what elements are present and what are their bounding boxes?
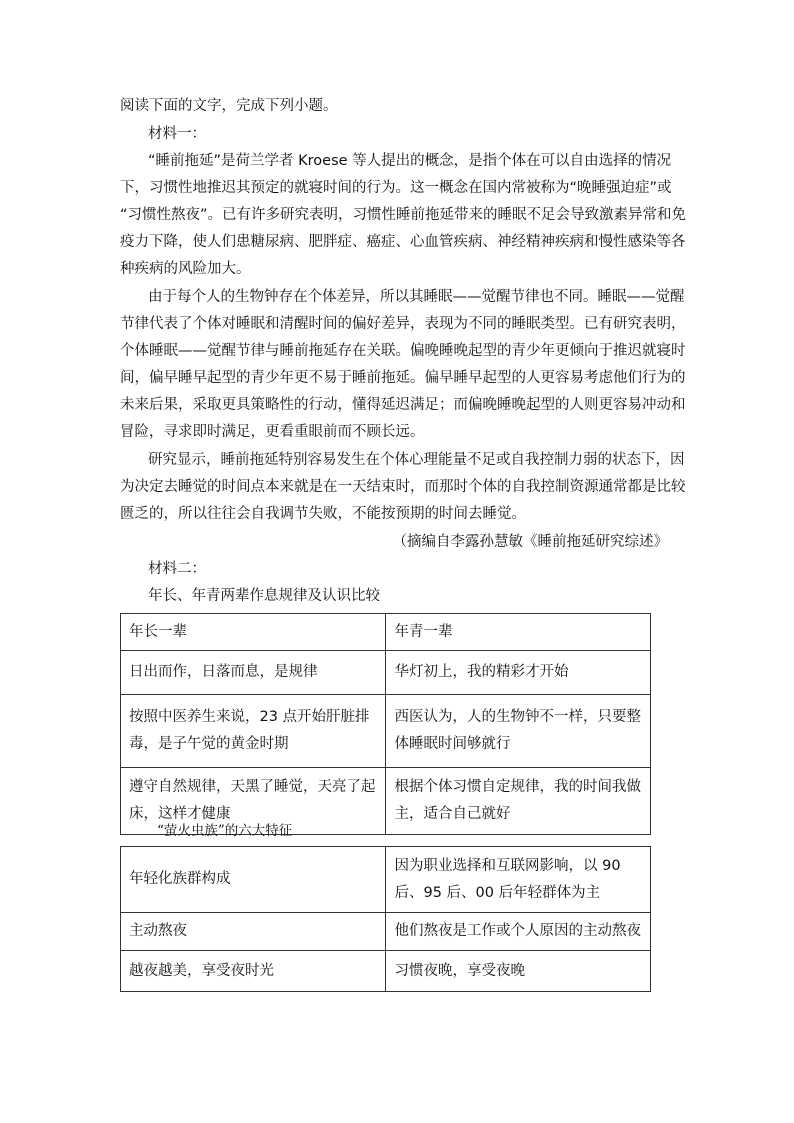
table-cell: 华灯初上，我的精彩才开始 xyxy=(386,651,651,695)
instruction: 阅读下面的文字，完成下列小题。 xyxy=(120,98,338,114)
paragraph-line: 节律代表了个体对睡眠和清醒时间的偏好差异，表现为不同的睡眠类型。已有研究表明， xyxy=(120,316,686,332)
table-row xyxy=(121,695,651,768)
table-row xyxy=(121,651,651,695)
paragraph-line: 个体睡眠——觉醒节律与睡前拖延存在关联。偏晚睡晚起型的青少年更倾向于推迟就寝时 xyxy=(120,343,686,359)
paragraph-line: 种疾病的风险加大。 xyxy=(120,261,251,277)
table-cell: 他们熬夜是工作或个人原因的主动熬夜 xyxy=(386,913,651,951)
table-cell: 遵守自然规律，天黑了睡觉，天亮了起床，这样才健康 xyxy=(121,768,386,835)
paragraph-line: 冒险，寻求即时满足，更看重眼前而不顾长远。 xyxy=(120,424,425,440)
table-cell: 因为职业选择和互联网影响，以 90 后、95 后、00 后年轻群体为主 xyxy=(386,847,651,913)
table-row xyxy=(121,847,651,913)
paragraph-line: “习惯性熬夜”。已有许多研究表明，习惯性睡前拖延带来的睡眠不足会导致激素异常和免 xyxy=(120,207,687,223)
paragraph-line: 疫力下降，使人们患糖尿病、肥胖症、癌症、心血管疾病、神经精神疾病和慢性感染等各 xyxy=(120,234,686,250)
table-cell: 年长一辈 xyxy=(121,614,386,651)
table-cell: 年青一辈 xyxy=(386,614,651,651)
material2-heading: 材料二： xyxy=(148,561,206,577)
paragraph-line: 下，习惯性地推迟其预定的就寝时间的行为。这一概念在国内常被称为“晚睡强迫症”或 xyxy=(120,180,672,196)
table-cell: 日出而作，日落而息，是规律 xyxy=(121,651,386,695)
table-cell: 主动熬夜 xyxy=(121,913,386,951)
table-header-row xyxy=(121,614,651,651)
table-cell: 西医认为，人的生物钟不一样，只要整体睡眠时间够就行 xyxy=(386,695,651,768)
paragraph-line: 间，偏早睡早起型的青少年更不易于睡前拖延。偏早睡早起型的人更容易考虑他们行为的 xyxy=(120,370,686,386)
paragraph-line: 研究显示，睡前拖延特别容易发生在个体心理能量不足或自我控制力弱的状态下，因 xyxy=(148,452,685,468)
paragraph-line: 由于每个人的生物钟存在个体差异，所以其睡眠——觉醒节律也不同。睡眠——觉醒 xyxy=(148,289,685,305)
source-citation: （摘编自李露孙慧敏《睡前拖延研究综述》 xyxy=(392,534,668,550)
table-cell: 按照中医养生来说，23 点开始肝脏排毒，是子午觉的黄金时期 xyxy=(121,695,386,768)
table-cell: 年轻化族群构成 xyxy=(121,847,386,913)
paragraph-line: “睡前拖延”是荷兰学者 Kroese 等人提出的概念，是指个体在可以自由选择的情况 xyxy=(148,153,672,169)
table1-caption: 年长、年青两辈作息规律及认识比较 xyxy=(148,588,380,604)
comparison-table xyxy=(120,613,651,835)
table-row xyxy=(121,951,651,992)
table-row xyxy=(121,913,651,951)
paragraph-line: 为决定去睡觉的时间点本来就是在一天结束时，而那时个体的自我控制资源通常都是比较 xyxy=(120,479,686,495)
table-cell: 越夜越美，享受夜时光 xyxy=(121,951,386,992)
paragraph-line: 匮乏的，所以往往会自我调节失败，不能按预期的时间去睡觉。 xyxy=(120,506,526,522)
table-cell: 根据个体习惯自定规律，我的时间我做主，适合自己就好 xyxy=(386,768,651,835)
features-table xyxy=(120,846,651,992)
table2-caption: “萤火虫族”的六大特征 xyxy=(157,823,293,839)
material1-heading: 材料一： xyxy=(148,126,206,142)
paragraph-line: 未来后果，采取更具策略性的行动，懂得延迟满足；而偏晚睡晚起型的人则更容易冲动和 xyxy=(120,397,686,413)
table-cell: 习惯夜晚，享受夜晚 xyxy=(386,951,651,992)
